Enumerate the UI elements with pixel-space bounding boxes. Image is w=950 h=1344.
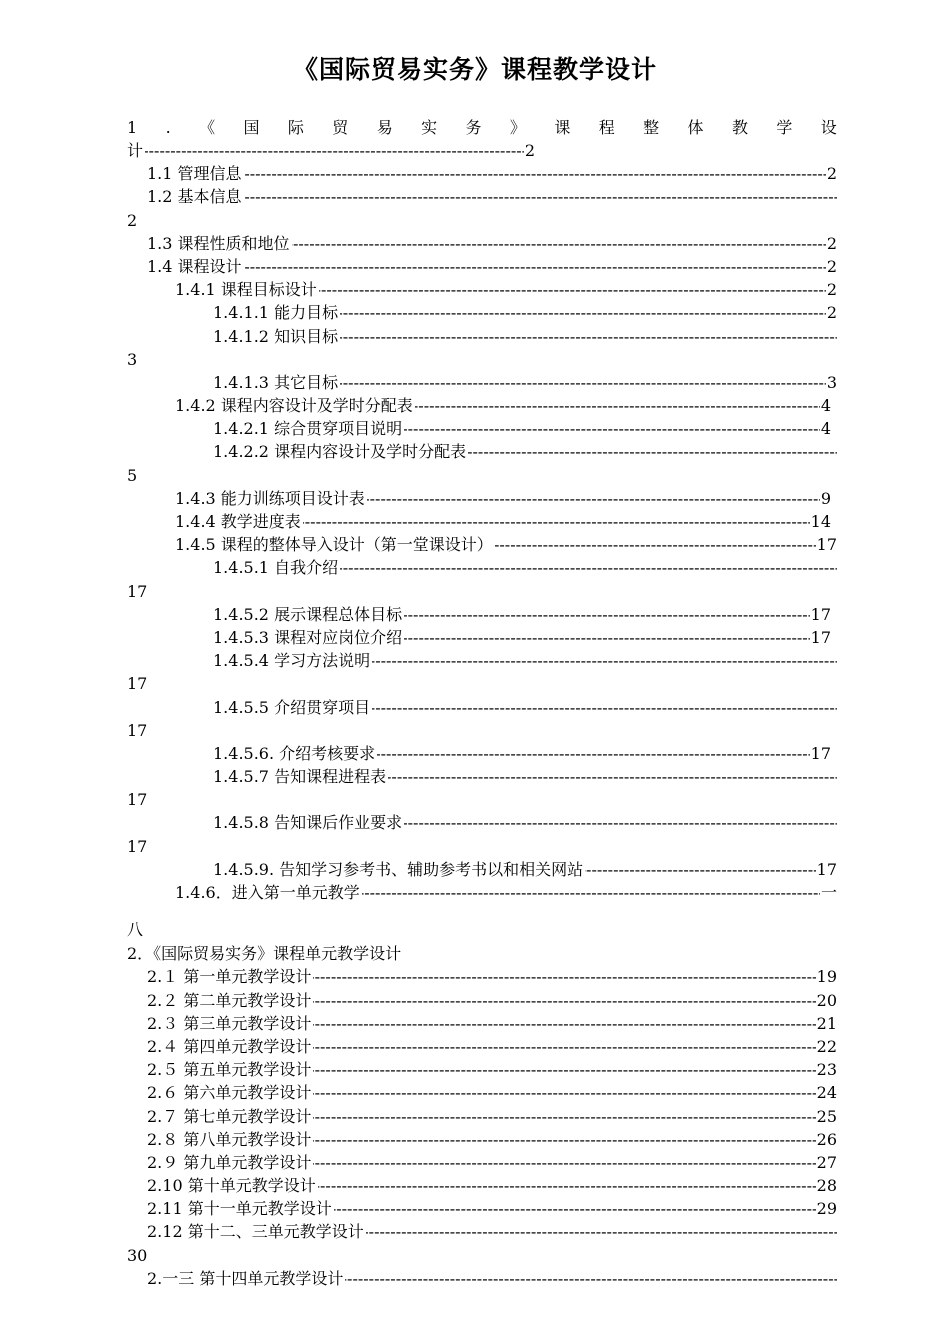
toc-entry-label: 1.4.6．进入第一单元教学 [175, 881, 362, 904]
toc-entry-unit[interactable] [127, 1081, 837, 1104]
toc-entry[interactable] [127, 162, 837, 185]
toc-page-number: 17 [810, 603, 831, 626]
toc-page-number: 2 [826, 162, 837, 185]
toc-entry[interactable] [127, 765, 837, 788]
dot-leader [127, 139, 535, 162]
toc-entry-label: 2.11 第十一单元教学设计 [147, 1197, 334, 1220]
toc-entry[interactable] [127, 394, 837, 417]
toc-entry[interactable] [127, 858, 837, 881]
toc-page-number: 19 [816, 965, 837, 988]
toc-page-number-wrapped: 17 [127, 790, 148, 810]
toc-page-number: 17 [816, 858, 837, 881]
toc-entry-label: 1.4 课程设计 [147, 255, 244, 278]
toc-entry-label: 1.4.5.7 告知课程进程表 [213, 765, 388, 788]
toc-entry[interactable] [127, 371, 837, 394]
toc-entry-section-1[interactable] [127, 116, 837, 139]
toc-entry[interactable] [127, 603, 837, 626]
toc-page-number: 14 [810, 510, 831, 533]
toc-entry-label: 1.2 基本信息 [147, 185, 244, 208]
toc-entry-label: 2.６ 第六单元教学设计 [147, 1081, 313, 1104]
toc-entry-label: 2.４ 第四单元教学设计 [147, 1035, 313, 1058]
toc-page-number: 28 [816, 1174, 837, 1197]
toc-entry[interactable] [127, 301, 837, 324]
toc-entry-unit[interactable] [127, 1267, 837, 1290]
toc-entry[interactable] [127, 556, 837, 579]
toc-entry-label: 1.4.2.2 课程内容设计及学时分配表 [213, 440, 468, 463]
toc-page-number: 2 [826, 278, 837, 301]
toc-page-number: 4 [820, 394, 831, 417]
toc-heading-char: 教 [731, 118, 748, 137]
toc-page-number: 22 [816, 1035, 837, 1058]
toc-entry[interactable] [127, 255, 837, 278]
toc-heading-char: 《 [199, 118, 216, 137]
toc-page-number: 3 [826, 371, 837, 394]
toc-entry[interactable] [127, 278, 837, 301]
toc-page-number-wrapped: 5 [127, 465, 138, 485]
toc-entry-label: 计 [127, 139, 145, 162]
dot-leader [147, 185, 837, 208]
toc-heading-char: 课 [554, 118, 571, 137]
toc-entry-unit[interactable] [127, 1151, 837, 1174]
toc-entry-label: 1.4.5.3 课程对应岗位介绍 [213, 626, 404, 649]
toc-entry-label: 1.4.3 能力训练项目设计表 [175, 487, 367, 510]
toc-entry-unit[interactable] [127, 1128, 837, 1151]
toc-heading-char: 实 [421, 118, 438, 137]
toc-heading-char: 国 [243, 118, 260, 137]
toc-entry[interactable] [127, 510, 837, 533]
toc-entry[interactable] [127, 811, 837, 834]
toc-page-number: 9 [820, 487, 831, 510]
toc-page-number-wrapped: 3 [127, 349, 138, 369]
table-of-contents [127, 116, 837, 1290]
toc-page-number: 23 [816, 1058, 837, 1081]
toc-entry-section-1-cont[interactable] [127, 139, 837, 162]
toc-entry-unit[interactable] [127, 1035, 837, 1058]
toc-page-number: 20 [816, 989, 837, 1012]
toc-entry[interactable] [127, 626, 837, 649]
toc-entry-label: 1.4.1.2 知识目标 [213, 325, 340, 348]
toc-page-number-wrapped: 2 [127, 210, 138, 230]
toc-entry[interactable] [127, 325, 837, 348]
toc-page-number: 25 [816, 1105, 837, 1128]
toc-entry[interactable] [127, 487, 837, 510]
toc-heading-char: 贸 [332, 118, 349, 137]
toc-entry[interactable] [127, 417, 837, 440]
toc-entry-unit[interactable] [127, 1012, 837, 1035]
toc-entry[interactable] [127, 649, 837, 672]
toc-entry[interactable] [127, 696, 837, 719]
document-title: 《国际贸易实务》课程教学设计 [292, 55, 657, 84]
toc-entry-unit[interactable] [127, 1174, 837, 1197]
toc-entry-unit[interactable] [127, 965, 837, 988]
toc-page-number: 2 [826, 232, 837, 255]
toc-entry-label: 1.4.5.1 自我介绍 [213, 556, 340, 579]
toc-entry[interactable] [127, 742, 837, 765]
toc-entry[interactable] [127, 533, 837, 556]
toc-page-number-wrapped: 17 [127, 836, 148, 856]
toc-entry-label: 1.4.2 课程内容设计及学时分配表 [175, 394, 415, 417]
toc-heading-char: 学 [776, 118, 793, 137]
toc-heading-char: 务 [465, 118, 482, 137]
toc-entry-label: 1.4.5.6. 介绍考核要求 [213, 742, 377, 765]
toc-heading-char: 整 [643, 118, 660, 137]
toc-page-number: 一 [820, 881, 837, 904]
toc-heading-char: 体 [687, 118, 704, 137]
toc-entry-label: 1.4.1 课程目标设计 [175, 278, 319, 301]
toc-entry-label: 1.4.5.9. 告知学习参考书、辅助参考书以和相关网站 [213, 858, 585, 881]
toc-page-number: 17 [810, 626, 831, 649]
toc-entry-label: 1.1 管理信息 [147, 162, 244, 185]
toc-entry-label: 2.７ 第七单元教学设计 [147, 1105, 313, 1128]
toc-entry[interactable] [127, 881, 837, 904]
toc-heading-char: 易 [376, 118, 393, 137]
toc-entry-label: 1.4.5.4 学习方法说明 [213, 649, 372, 672]
toc-entry[interactable] [127, 185, 837, 208]
toc-entry-unit[interactable] [127, 989, 837, 1012]
toc-entry[interactable] [127, 232, 837, 255]
toc-page-number: 2 [826, 255, 837, 278]
toc-entry-label: 1.4.1.1 能力目标 [213, 301, 340, 324]
toc-page-number: 21 [816, 1012, 837, 1035]
toc-entry-label: 2.10 第十单元教学设计 [147, 1174, 318, 1197]
toc-entry-label: 1.4.5 课程的整体导入设计（第一堂课设计） [175, 533, 495, 556]
toc-page-number: 29 [816, 1197, 837, 1220]
toc-entry-label: 1.4.1.3 其它目标 [213, 371, 340, 394]
toc-heading-char: 》 [509, 118, 526, 137]
toc-entry-label: 2.３ 第三单元教学设计 [147, 1012, 313, 1035]
toc-entry-section-2[interactable]: 2．《国际贸易实务》课程单元教学设计 [127, 944, 402, 964]
toc-page-number: 2 [524, 139, 535, 162]
toc-page-number-wrapped: 17 [127, 581, 148, 601]
toc-page-number: 24 [816, 1081, 837, 1104]
toc-entry-label: 2.８ 第八单元教学设计 [147, 1128, 313, 1151]
toc-entry-label: 1.4.4 教学进度表 [175, 510, 303, 533]
toc-entry-unit[interactable] [127, 1058, 837, 1081]
toc-page-number: 27 [816, 1151, 837, 1174]
toc-heading-char: 程 [598, 118, 615, 137]
toc-entry-unit[interactable] [127, 1197, 837, 1220]
toc-page-number: 4 [820, 417, 831, 440]
toc-entry-label: 1.3 课程性质和地位 [147, 232, 292, 255]
toc-page-number: 26 [816, 1128, 837, 1151]
toc-heading-char: . [165, 118, 171, 137]
toc-entry-label: 1.4.5.8 告知课后作业要求 [213, 811, 404, 834]
toc-entry-label: 2.２ 第二单元教学设计 [147, 989, 313, 1012]
toc-entry-label: 2.一三 第十四单元教学设计 [147, 1267, 345, 1290]
dot-leader [147, 255, 837, 278]
toc-page-number: 17 [810, 742, 831, 765]
toc-heading-char: 际 [287, 118, 304, 137]
toc-entry-unit[interactable] [127, 1105, 837, 1128]
toc-entry-label: 1.4.5.2 展示课程总体目标 [213, 603, 404, 626]
toc-entry-label: 2.５ 第五单元教学设计 [147, 1058, 313, 1081]
toc-entry-label: 2.９ 第九单元教学设计 [147, 1151, 313, 1174]
toc-page-number: 17 [816, 533, 837, 556]
toc-heading-char: 设 [820, 118, 837, 137]
dot-leader [147, 162, 837, 185]
toc-entry-unit[interactable] [127, 1220, 837, 1243]
toc-page-number-wrapped: 30 [127, 1245, 148, 1265]
toc-entry-label: 1.4.2.1 综合贯穿项目说明 [213, 417, 404, 440]
toc-entry-label: 2.１ 第一单元教学设计 [147, 965, 313, 988]
toc-heading-char: 1 [127, 118, 138, 137]
toc-entry-label: 1.4.5.5 介绍贯穿项目 [213, 696, 372, 719]
toc-entry[interactable] [127, 440, 837, 463]
toc-page-number-wrapped: 17 [127, 674, 148, 694]
toc-page-number-wrapped: 八 [127, 920, 144, 940]
toc-page-number: 2 [826, 301, 837, 324]
toc-page-number-wrapped: 17 [127, 720, 148, 740]
toc-entry-label: 2.12 第十二、三单元教学设计 [147, 1220, 366, 1243]
